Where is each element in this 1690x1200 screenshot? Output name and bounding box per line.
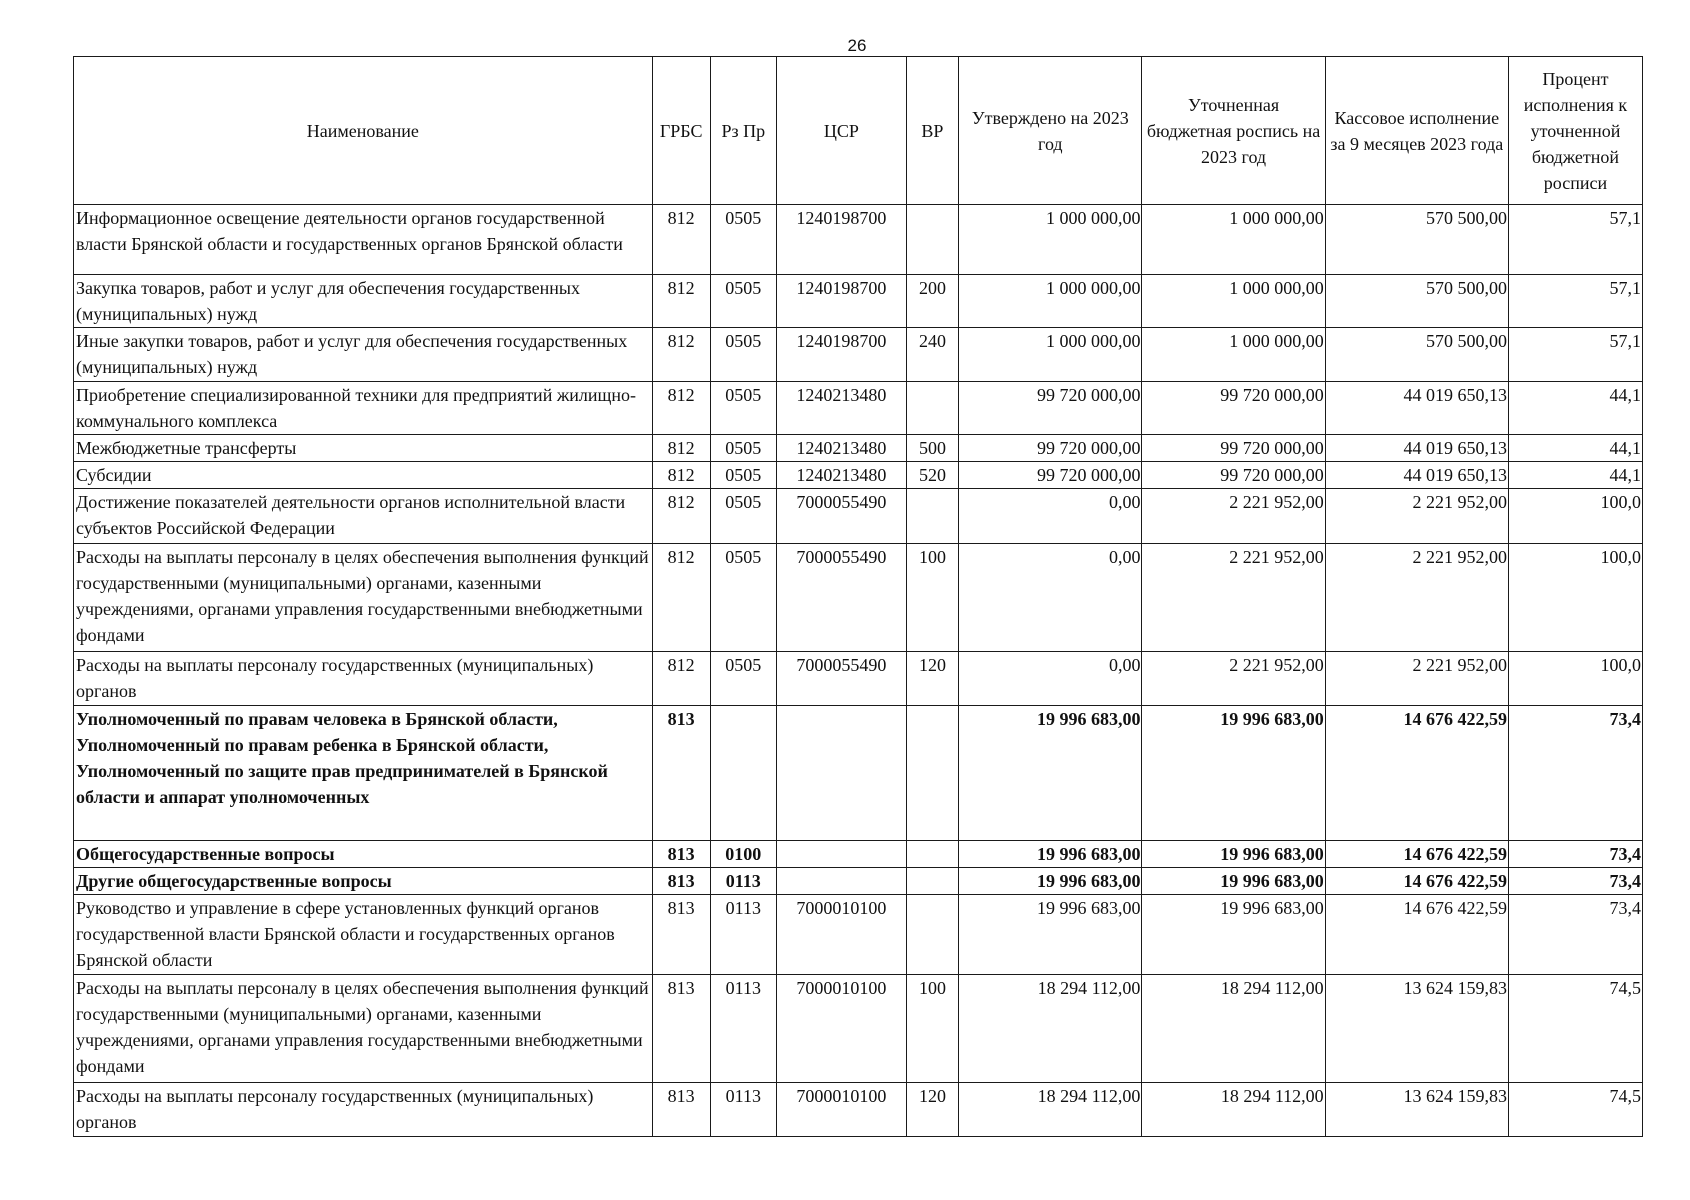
table-row xyxy=(74,435,1643,462)
cell-refined: 19 996 683,00 xyxy=(1142,868,1325,895)
cell-cash: 570 500,00 xyxy=(1325,205,1508,275)
cell-rzpr: 0113 xyxy=(710,1083,776,1137)
table-row xyxy=(74,868,1643,895)
cell-grbs: 813 xyxy=(652,706,710,841)
cell-grbs: 812 xyxy=(652,328,710,382)
header-refined: Уточненная бюджетная роспись на 2023 год xyxy=(1142,57,1325,205)
cell-cash: 44 019 650,13 xyxy=(1325,382,1508,435)
cell-name: Межбюджетные трансферты xyxy=(74,435,653,462)
header-grbs: ГРБС xyxy=(652,57,710,205)
cell-grbs: 812 xyxy=(652,652,710,706)
table-row xyxy=(74,544,1643,652)
cell-approved: 1 000 000,00 xyxy=(959,275,1142,328)
cell-cash: 570 500,00 xyxy=(1325,275,1508,328)
cell-vr: 100 xyxy=(906,544,959,652)
table-body xyxy=(74,205,1643,1137)
cell-approved: 19 996 683,00 xyxy=(959,895,1142,975)
cell-percent: 44,1 xyxy=(1508,462,1642,489)
table-row xyxy=(74,975,1643,1083)
cell-csr xyxy=(777,868,907,895)
cell-percent: 73,4 xyxy=(1508,841,1642,868)
cell-grbs: 812 xyxy=(652,275,710,328)
header-csr: ЦСР xyxy=(777,57,907,205)
cell-rzpr: 0505 xyxy=(710,652,776,706)
cell-approved: 19 996 683,00 xyxy=(959,706,1142,841)
cell-grbs: 813 xyxy=(652,975,710,1083)
cell-percent: 57,1 xyxy=(1508,328,1642,382)
cell-name: Расходы на выплаты персоналу государственных (муниципальных) органов xyxy=(74,652,653,706)
cell-csr: 7000010100 xyxy=(777,1083,907,1137)
cell-rzpr: 0505 xyxy=(710,435,776,462)
cell-name: Расходы на выплаты персоналу государственных (муниципальных) органов xyxy=(74,1083,653,1137)
header-approved: Утверждено на 2023 год xyxy=(959,57,1142,205)
cell-grbs: 812 xyxy=(652,382,710,435)
cell-csr: 7000055490 xyxy=(777,652,907,706)
table-row xyxy=(74,841,1643,868)
cell-refined: 2 221 952,00 xyxy=(1142,544,1325,652)
cell-csr: 7000010100 xyxy=(777,895,907,975)
page-number: 26 xyxy=(847,36,867,55)
cell-rzpr: 0505 xyxy=(710,544,776,652)
cell-grbs: 812 xyxy=(652,205,710,275)
cell-csr: 7000055490 xyxy=(777,544,907,652)
cell-approved: 19 996 683,00 xyxy=(959,841,1142,868)
cell-name: Расходы на выплаты персоналу в целях обеспечения выполнения функций государственными (муниципальными) органами, казенными учреждениями, органами управления государственными внебюджетными фондами xyxy=(74,975,653,1083)
cell-cash: 2 221 952,00 xyxy=(1325,544,1508,652)
table-row xyxy=(74,328,1643,382)
cell-cash: 14 676 422,59 xyxy=(1325,895,1508,975)
header-cash: Кассовое исполнение за 9 месяцев 2023 года xyxy=(1325,57,1508,205)
cell-percent: 100,0 xyxy=(1508,489,1642,544)
cell-vr xyxy=(906,489,959,544)
cell-name: Иные закупки товаров, работ и услуг для обеспечения государственных (муниципальных) нужд xyxy=(74,328,653,382)
cell-rzpr: 0505 xyxy=(710,382,776,435)
cell-rzpr: 0505 xyxy=(710,275,776,328)
cell-rzpr: 0113 xyxy=(710,975,776,1083)
cell-vr xyxy=(906,382,959,435)
cell-grbs: 812 xyxy=(652,489,710,544)
cell-vr xyxy=(906,205,959,275)
cell-percent: 100,0 xyxy=(1508,544,1642,652)
cell-approved: 0,00 xyxy=(959,652,1142,706)
cell-cash: 2 221 952,00 xyxy=(1325,489,1508,544)
cell-approved: 19 996 683,00 xyxy=(959,868,1142,895)
cell-cash: 14 676 422,59 xyxy=(1325,868,1508,895)
cell-vr: 100 xyxy=(906,975,959,1083)
cell-csr xyxy=(777,841,907,868)
cell-refined: 18 294 112,00 xyxy=(1142,975,1325,1083)
cell-grbs: 813 xyxy=(652,841,710,868)
cell-percent: 44,1 xyxy=(1508,435,1642,462)
cell-percent: 100,0 xyxy=(1508,652,1642,706)
cell-approved: 18 294 112,00 xyxy=(959,975,1142,1083)
table-row xyxy=(74,895,1643,975)
table-row xyxy=(74,462,1643,489)
cell-refined: 1 000 000,00 xyxy=(1142,205,1325,275)
table-row xyxy=(74,489,1643,544)
cell-refined: 2 221 952,00 xyxy=(1142,652,1325,706)
cell-cash: 14 676 422,59 xyxy=(1325,706,1508,841)
cell-vr: 120 xyxy=(906,652,959,706)
cell-name: Руководство и управление в сфере установленных функций органов государственной власти Брянской области и государственных органов Брянской области xyxy=(74,895,653,975)
cell-csr: 1240198700 xyxy=(777,275,907,328)
cell-name: Достижение показателей деятельности органов исполнительной власти субъектов Российской Федерации xyxy=(74,489,653,544)
cell-csr: 1240213480 xyxy=(777,382,907,435)
cell-name: Приобретение специализированной техники для предприятий жилищно-коммунального комплекса xyxy=(74,382,653,435)
cell-name: Другие общегосударственные вопросы xyxy=(74,868,653,895)
cell-rzpr: 0505 xyxy=(710,489,776,544)
cell-refined: 99 720 000,00 xyxy=(1142,462,1325,489)
cell-vr: 520 xyxy=(906,462,959,489)
cell-vr xyxy=(906,895,959,975)
header-percent: Процент исполнения к уточненной бюджетной росписи xyxy=(1508,57,1642,205)
cell-name: Информационное освещение деятельности органов государственной власти Брянской области и государственных органов Брянской области xyxy=(74,205,653,275)
cell-vr: 120 xyxy=(906,1083,959,1137)
table-header-row xyxy=(74,57,1643,205)
cell-csr: 1240198700 xyxy=(777,205,907,275)
cell-percent: 73,4 xyxy=(1508,895,1642,975)
cell-percent: 57,1 xyxy=(1508,275,1642,328)
cell-vr: 200 xyxy=(906,275,959,328)
cell-refined: 99 720 000,00 xyxy=(1142,382,1325,435)
table-row xyxy=(74,205,1643,275)
cell-csr: 1240213480 xyxy=(777,435,907,462)
table-row xyxy=(74,275,1643,328)
cell-cash: 13 624 159,83 xyxy=(1325,1083,1508,1137)
cell-grbs: 812 xyxy=(652,544,710,652)
cell-name: Общегосударственные вопросы xyxy=(74,841,653,868)
table-row xyxy=(74,706,1643,841)
cell-csr: 7000010100 xyxy=(777,975,907,1083)
cell-csr: 1240198700 xyxy=(777,328,907,382)
table-row xyxy=(74,652,1643,706)
cell-cash: 44 019 650,13 xyxy=(1325,462,1508,489)
cell-rzpr: 0113 xyxy=(710,895,776,975)
cell-refined: 19 996 683,00 xyxy=(1142,706,1325,841)
cell-cash: 570 500,00 xyxy=(1325,328,1508,382)
cell-refined: 1 000 000,00 xyxy=(1142,275,1325,328)
cell-refined: 2 221 952,00 xyxy=(1142,489,1325,544)
cell-percent: 44,1 xyxy=(1508,382,1642,435)
cell-approved: 0,00 xyxy=(959,489,1142,544)
budget-execution-table xyxy=(73,56,1643,1137)
cell-refined: 19 996 683,00 xyxy=(1142,841,1325,868)
table-row xyxy=(74,382,1643,435)
cell-name: Закупка товаров, работ и услуг для обеспечения государственных (муниципальных) нужд xyxy=(74,275,653,328)
cell-approved: 1 000 000,00 xyxy=(959,205,1142,275)
header-rzpr: Рз Пр xyxy=(710,57,776,205)
cell-rzpr: 0505 xyxy=(710,328,776,382)
cell-grbs: 813 xyxy=(652,868,710,895)
cell-grbs: 813 xyxy=(652,895,710,975)
cell-rzpr: 0505 xyxy=(710,462,776,489)
cell-grbs: 812 xyxy=(652,462,710,489)
cell-approved: 18 294 112,00 xyxy=(959,1083,1142,1137)
cell-percent: 73,4 xyxy=(1508,706,1642,841)
cell-refined: 99 720 000,00 xyxy=(1142,435,1325,462)
cell-refined: 19 996 683,00 xyxy=(1142,895,1325,975)
cell-vr: 240 xyxy=(906,328,959,382)
cell-approved: 99 720 000,00 xyxy=(959,382,1142,435)
cell-approved: 99 720 000,00 xyxy=(959,462,1142,489)
cell-vr xyxy=(906,868,959,895)
cell-percent: 74,5 xyxy=(1508,1083,1642,1137)
cell-name: Субсидии xyxy=(74,462,653,489)
cell-rzpr: 0113 xyxy=(710,868,776,895)
cell-name: Уполномоченный по правам человека в Брянской области, Уполномоченный по правам ребенка в Брянской области, Уполномоченный по защите прав предпринимателей в Брянской области и аппарат уполномоченных xyxy=(74,706,653,841)
cell-approved: 1 000 000,00 xyxy=(959,328,1142,382)
header-name: Наименование xyxy=(74,57,653,205)
cell-rzpr: 0505 xyxy=(710,205,776,275)
cell-vr xyxy=(906,706,959,841)
cell-rzpr: 0100 xyxy=(710,841,776,868)
cell-grbs: 813 xyxy=(652,1083,710,1137)
cell-percent: 74,5 xyxy=(1508,975,1642,1083)
cell-vr xyxy=(906,841,959,868)
header-vr: ВР xyxy=(906,57,959,205)
cell-csr: 7000055490 xyxy=(777,489,907,544)
cell-csr xyxy=(777,706,907,841)
cell-vr: 500 xyxy=(906,435,959,462)
cell-refined: 18 294 112,00 xyxy=(1142,1083,1325,1137)
cell-approved: 0,00 xyxy=(959,544,1142,652)
cell-cash: 2 221 952,00 xyxy=(1325,652,1508,706)
cell-percent: 73,4 xyxy=(1508,868,1642,895)
cell-approved: 99 720 000,00 xyxy=(959,435,1142,462)
cell-cash: 44 019 650,13 xyxy=(1325,435,1508,462)
table-row xyxy=(74,1083,1643,1137)
cell-percent: 57,1 xyxy=(1508,205,1642,275)
cell-rzpr xyxy=(710,706,776,841)
cell-cash: 14 676 422,59 xyxy=(1325,841,1508,868)
cell-grbs: 812 xyxy=(652,435,710,462)
cell-cash: 13 624 159,83 xyxy=(1325,975,1508,1083)
cell-csr: 1240213480 xyxy=(777,462,907,489)
cell-name: Расходы на выплаты персоналу в целях обеспечения выполнения функций государственными (муниципальными) органами, казенными учреждениями, органами управления государственными внебюджетными фондами xyxy=(74,544,653,652)
cell-refined: 1 000 000,00 xyxy=(1142,328,1325,382)
